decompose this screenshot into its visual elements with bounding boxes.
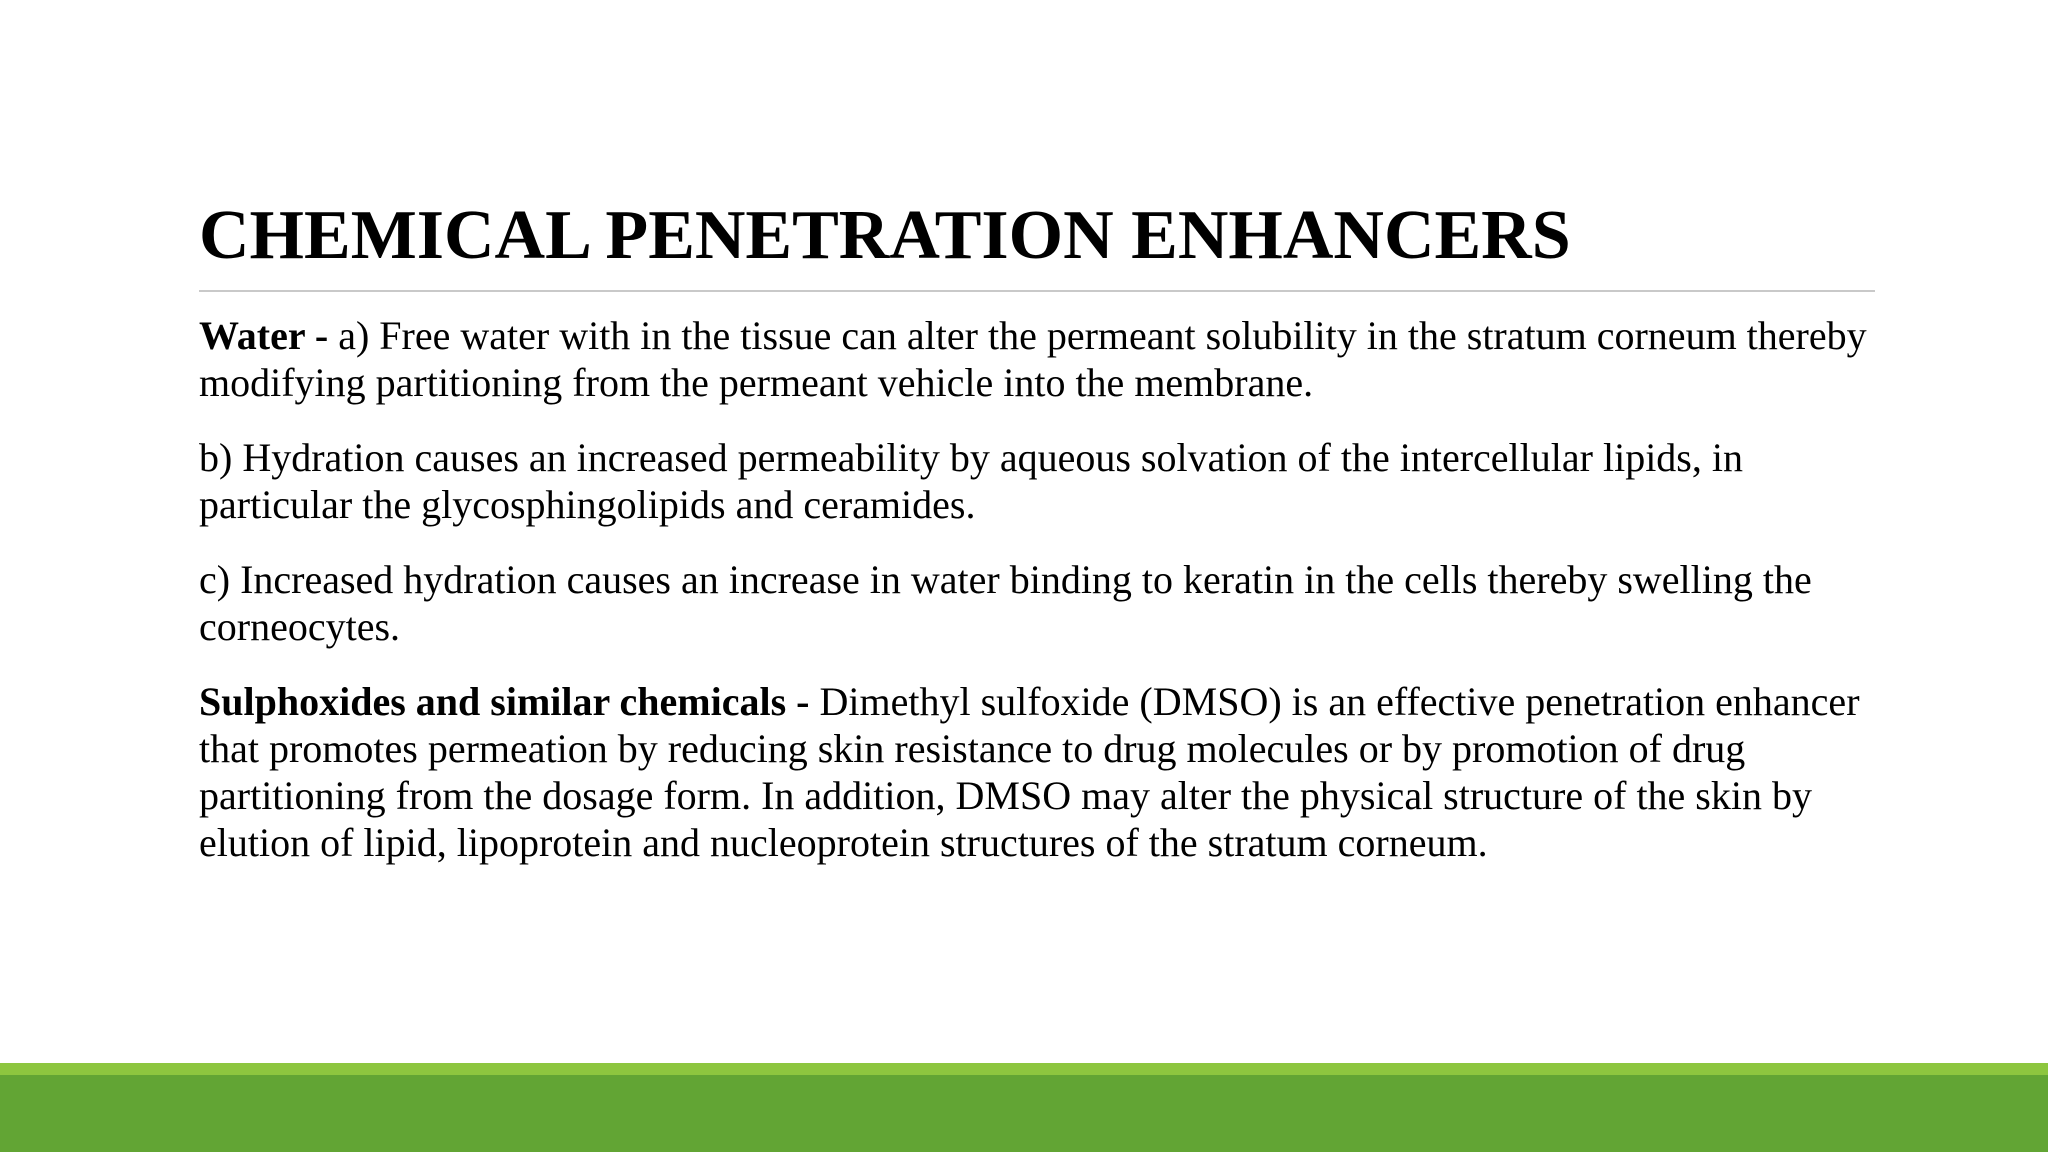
paragraph-lead: Water - (199, 313, 329, 358)
slide-body (199, 312, 1899, 894)
paragraph-hydration-c (199, 556, 1899, 650)
title-divider (199, 290, 1875, 292)
paragraph-text: Dimethyl sulfoxide (DMSO) is an effective penetration enhancer that promotes permeation by reducing skin resistance to drug molecules or by promotion of drug partitioning from the dosage form. In addition, DMSO may alter the physical structure of the skin by elution of lipid, lipoprotein and nucleoprotein structures of the stratum corneum. (199, 679, 1860, 865)
footer-band-light (0, 1063, 2048, 1075)
paragraph-lead: Sulphoxides and similar chemicals - (199, 679, 810, 724)
paragraph-text: a) Free water with in the tissue can alter the permeant solubility in the stratum corneum thereby modifying partitioning from the permeant vehicle into the membrane. (199, 313, 1867, 405)
paragraph-water (199, 312, 1899, 406)
paragraph-hydration-b (199, 434, 1899, 528)
paragraph-text: b) Hydration causes an increased permeability by aqueous solvation of the intercellular lipids, in particular the glycosphingolipids and ceramides. (199, 435, 1743, 527)
slide-title: CHEMICAL PENETRATION ENHANCERS (199, 197, 1571, 274)
paragraph-text: c) Increased hydration causes an increase in water binding to keratin in the cells thereby swelling the corneocytes. (199, 557, 1812, 649)
footer-band-dark (0, 1075, 2048, 1152)
paragraph-sulphoxides (199, 678, 1899, 866)
